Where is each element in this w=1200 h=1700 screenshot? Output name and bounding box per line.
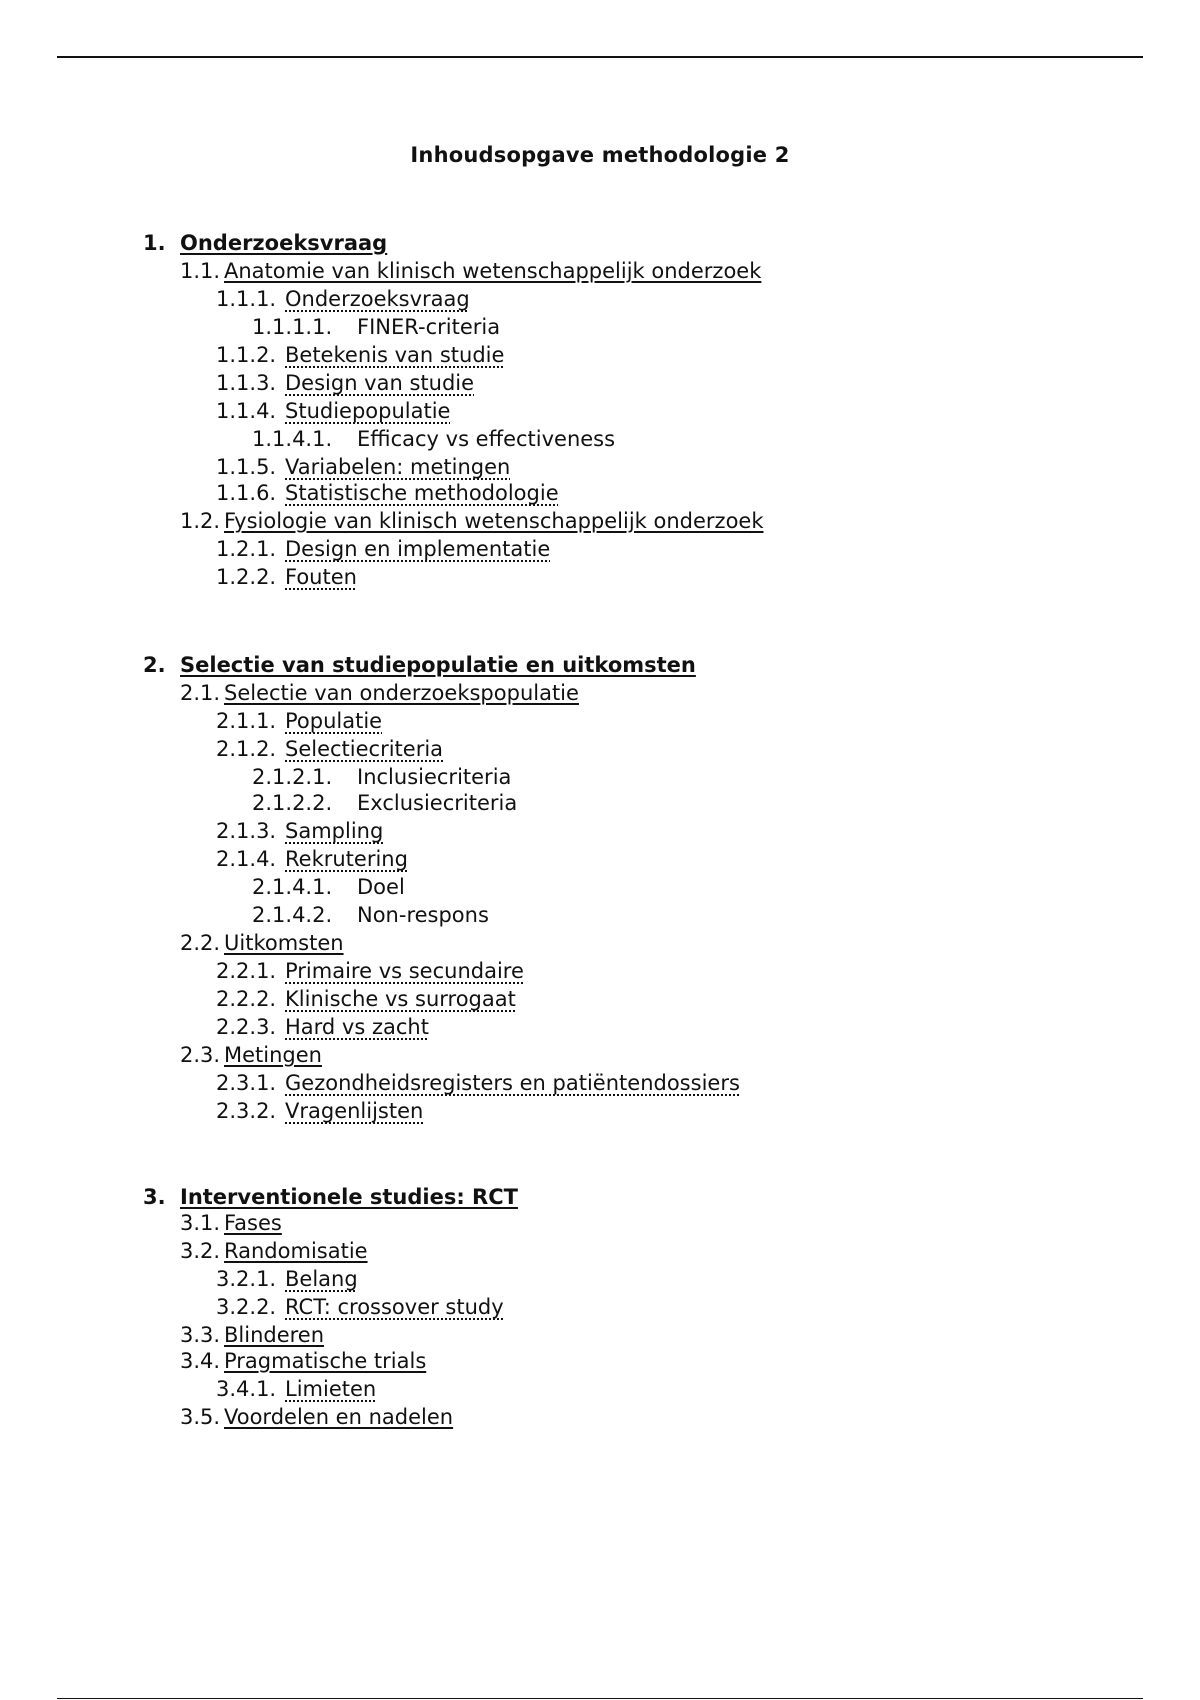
toc-text: Doel <box>357 875 405 899</box>
toc-text: Non-respons <box>357 903 489 927</box>
toc-entry-2-2-3[interactable] <box>216 1013 429 1041</box>
toc-number: 2.1.4.2. <box>252 903 333 927</box>
toc-link[interactable]: Design van studie <box>285 371 475 395</box>
toc-entry-1-1-4[interactable] <box>216 397 450 425</box>
toc-entry-1[interactable] <box>143 229 387 257</box>
toc-link[interactable]: Selectiecriteria <box>285 737 444 761</box>
toc-number: 3.4.1. <box>216 1377 277 1401</box>
toc-link[interactable]: Statistische methodologie <box>285 481 559 505</box>
toc-link[interactable]: Vragenlijsten <box>285 1099 424 1123</box>
toc-entry-2-1-2-2 <box>252 789 517 817</box>
toc-link[interactable]: RCT: crossover study <box>285 1295 504 1319</box>
toc-link[interactable]: Design en implementatie <box>285 537 551 561</box>
toc-entry-2-1-2[interactable] <box>216 735 443 763</box>
toc-link[interactable]: Pragmatische trials <box>224 1349 427 1373</box>
toc-number: 3.2. <box>180 1239 221 1263</box>
toc-number: 1.1. <box>180 259 221 283</box>
toc-number: 1.2. <box>180 509 221 533</box>
toc-entry-1-1-5[interactable] <box>216 453 510 481</box>
toc-number: 2.3.2. <box>216 1099 277 1123</box>
toc-link[interactable]: Sampling <box>285 819 384 843</box>
toc-entry-1-1-1[interactable] <box>216 285 470 313</box>
toc-entry-2-2-2[interactable] <box>216 985 516 1013</box>
toc-number: 2.1.2. <box>216 737 277 761</box>
toc-link[interactable]: Onderzoeksvraag <box>180 231 388 255</box>
toc-entry-2-3-1[interactable] <box>216 1069 740 1097</box>
toc-link[interactable]: Selectie van onderzoekspopulatie <box>224 681 579 705</box>
toc-entry-1-1-6[interactable] <box>216 479 559 507</box>
toc-entry-2-1-2-1 <box>252 763 511 791</box>
toc-link[interactable]: Randomisatie <box>224 1239 368 1263</box>
toc-link[interactable]: Fouten <box>285 565 357 589</box>
toc-number: 2.1.3. <box>216 819 277 843</box>
toc-entry-3-2-2[interactable] <box>216 1293 504 1321</box>
toc-entry-3-2[interactable] <box>180 1237 368 1265</box>
toc-link[interactable]: Selectie van studiepopulatie en uitkomsten <box>180 653 696 677</box>
toc-link[interactable]: Anatomie van klinisch wetenschappelijk onderzoek <box>224 259 762 283</box>
toc-text: Exclusiecriteria <box>357 791 518 815</box>
toc-link[interactable]: Betekenis van studie <box>285 343 505 367</box>
toc-link[interactable]: Onderzoeksvraag <box>285 287 470 311</box>
toc-number: 3.2.1. <box>216 1267 277 1291</box>
toc-link[interactable]: Populatie <box>285 709 383 733</box>
toc-link[interactable]: Uitkomsten <box>224 931 344 955</box>
toc-number: 2.1. <box>180 681 221 705</box>
toc-entry-1-1-3[interactable] <box>216 369 474 397</box>
toc-link[interactable]: Variabelen: metingen <box>285 455 511 479</box>
toc-link[interactable]: Fysiologie van klinisch wetenschappelijk onderzoek <box>224 509 764 533</box>
toc-entry-2-1-1[interactable] <box>216 707 382 735</box>
toc-entry-2-3[interactable] <box>180 1041 322 1069</box>
toc-link[interactable]: Interventionele studies: RCT <box>180 1185 518 1209</box>
toc-number: 1.1.3. <box>216 371 277 395</box>
toc-entry-2-3-2[interactable] <box>216 1097 423 1125</box>
toc-entry-1-2-1[interactable] <box>216 535 550 563</box>
toc-entry-3-5[interactable] <box>180 1403 453 1431</box>
toc-entry-2-1-3[interactable] <box>216 817 383 845</box>
toc-entry-3-4-1[interactable] <box>216 1375 376 1403</box>
document-title: Inhoudsopgave methodologie 2 <box>410 143 790 167</box>
toc-entry-2-2[interactable] <box>180 929 344 957</box>
toc-link[interactable]: Hard vs zacht <box>285 1015 429 1039</box>
header-rule <box>57 56 1143 58</box>
toc-link[interactable]: Studiepopulatie <box>285 399 451 423</box>
toc-number: 2.3. <box>180 1043 221 1067</box>
toc-entry-1-1-1-1 <box>252 313 500 341</box>
toc-number: 2.2. <box>180 931 221 955</box>
toc-entry-3[interactable] <box>143 1183 518 1211</box>
toc-text: Efficacy vs effectiveness <box>357 427 616 451</box>
toc-entry-3-2-1[interactable] <box>216 1265 358 1293</box>
toc-link[interactable]: Voordelen en nadelen <box>224 1405 454 1429</box>
toc-number: 2.1.2.1. <box>252 765 333 789</box>
toc-number: 2.3.1. <box>216 1071 277 1095</box>
toc-number: 3.4. <box>180 1349 221 1373</box>
toc-number: 1.1.5. <box>216 455 277 479</box>
toc-number: 2.1.4.1. <box>252 875 333 899</box>
toc-entry-2[interactable] <box>143 651 696 679</box>
toc-link[interactable]: Fases <box>224 1211 282 1235</box>
toc-link[interactable]: Rekrutering <box>285 847 408 871</box>
footer-rule <box>57 1698 1143 1699</box>
toc-number: 2.2.3. <box>216 1015 277 1039</box>
toc-link[interactable]: Klinische vs surrogaat <box>285 987 516 1011</box>
toc-number: 2.1.4. <box>216 847 277 871</box>
toc-entry-1-2-2[interactable] <box>216 563 357 591</box>
toc-number: 3. <box>143 1185 166 1209</box>
toc-number: 3.2.2. <box>216 1295 277 1319</box>
toc-entry-3-4[interactable] <box>180 1347 426 1375</box>
toc-entry-3-3[interactable] <box>180 1321 324 1349</box>
toc-text: Inclusiecriteria <box>357 765 512 789</box>
toc-number: 1. <box>143 231 166 255</box>
toc-entry-3-1[interactable] <box>180 1209 282 1237</box>
toc-link[interactable]: Gezondheidsregisters en patiëntendossiers <box>285 1071 740 1095</box>
toc-entry-1-1[interactable] <box>180 257 761 285</box>
toc-link[interactable]: Primaire vs secundaire <box>285 959 524 983</box>
toc-number: 1.1.1. <box>216 287 277 311</box>
toc-number: 2.1.1. <box>216 709 277 733</box>
toc-number: 1.1.6. <box>216 481 277 505</box>
toc-entry-2-1-4[interactable] <box>216 845 408 873</box>
toc-link[interactable]: Metingen <box>224 1043 322 1067</box>
toc-number: 3.1. <box>180 1211 221 1235</box>
toc-entry-2-1-4-1 <box>252 873 405 901</box>
toc-number: 1.1.4.1. <box>252 427 333 451</box>
toc-link[interactable]: Blinderen <box>224 1323 325 1347</box>
toc-link[interactable]: Belang <box>285 1267 358 1291</box>
toc-entry-2-2-1[interactable] <box>216 957 524 985</box>
toc-link[interactable]: Limieten <box>285 1377 377 1401</box>
toc-entry-2-1[interactable] <box>180 679 579 707</box>
toc-number: 3.5. <box>180 1405 221 1429</box>
toc-entry-1-1-2[interactable] <box>216 341 504 369</box>
toc-number: 1.1.4. <box>216 399 277 423</box>
toc-number: 2. <box>143 653 166 677</box>
toc-text: FINER-criteria <box>357 315 501 339</box>
toc-number: 1.2.2. <box>216 565 277 589</box>
toc-number: 3.3. <box>180 1323 221 1347</box>
toc-entry-1-1-4-1 <box>252 425 615 453</box>
toc-number: 1.1.1.1. <box>252 315 333 339</box>
toc-number: 2.2.1. <box>216 959 277 983</box>
toc-number: 2.1.2.2. <box>252 791 333 815</box>
toc-number: 2.2.2. <box>216 987 277 1011</box>
toc-entry-1-2[interactable] <box>180 507 764 535</box>
toc-number: 1.1.2. <box>216 343 277 367</box>
toc-entry-2-1-4-2 <box>252 901 489 929</box>
toc-number: 1.2.1. <box>216 537 277 561</box>
